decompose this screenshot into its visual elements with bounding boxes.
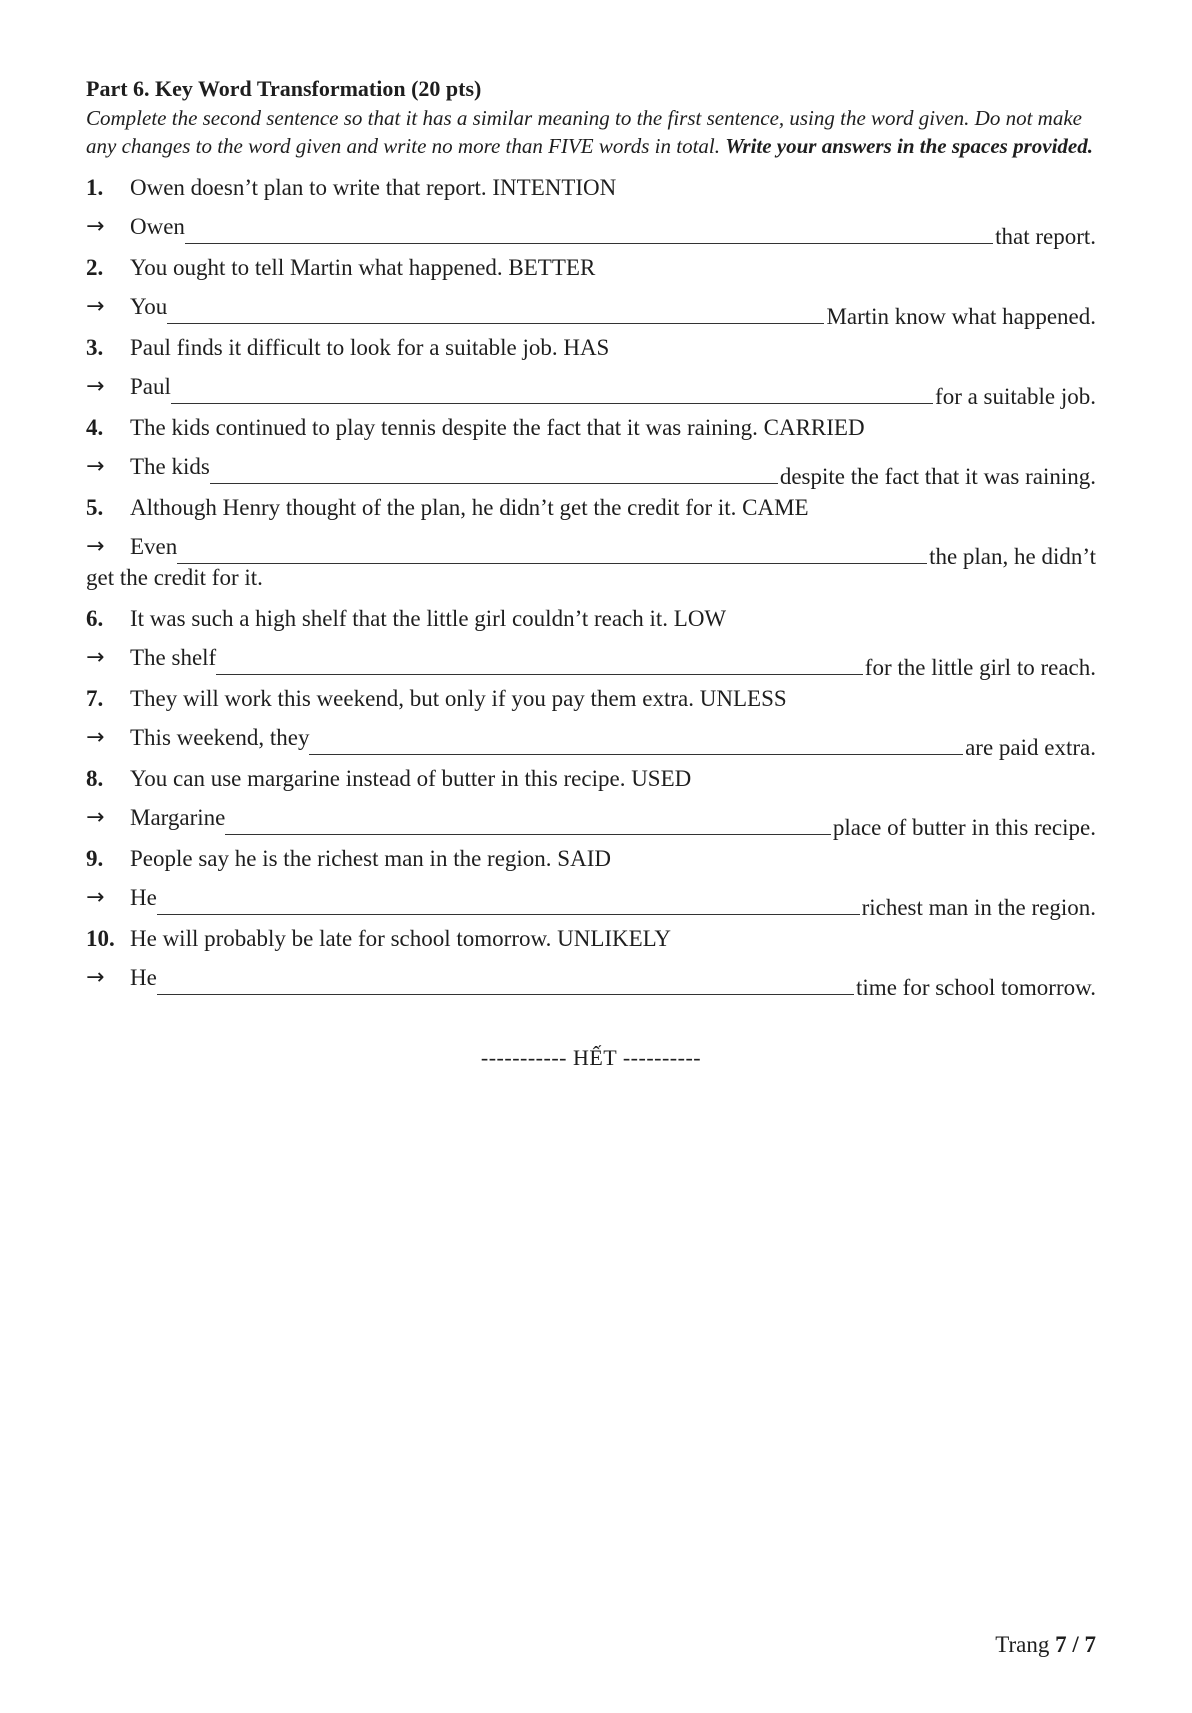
question-number: 8. xyxy=(86,766,104,791)
question-line xyxy=(86,414,1096,441)
answer-line xyxy=(86,724,1096,760)
question-line xyxy=(86,925,1096,952)
answer-lead: Even xyxy=(130,534,178,559)
answer-lead: He xyxy=(130,965,157,990)
answer-line xyxy=(86,453,1096,489)
answer-tail: are paid extra. xyxy=(965,735,1096,760)
question-item xyxy=(86,494,1096,591)
answer-continuation: get the credit for it. xyxy=(86,565,263,590)
arrow-icon: → xyxy=(86,534,105,559)
arrow-icon: → xyxy=(86,725,105,750)
answer-blank[interactable] xyxy=(157,993,854,995)
answer-tail: richest man in the region. xyxy=(861,895,1096,920)
arrow-icon: → xyxy=(86,805,105,830)
question-item xyxy=(86,765,1096,840)
question-number: 3. xyxy=(86,335,104,360)
question-line xyxy=(86,174,1096,201)
answer-blank[interactable] xyxy=(171,402,933,404)
question-item xyxy=(86,414,1096,489)
question-text: The kids continued to play tennis despite the fact that it was raining. CARRIED xyxy=(130,415,865,440)
answer-blank[interactable] xyxy=(177,562,927,564)
question-text: People say he is the richest man in the region. SAID xyxy=(130,846,611,871)
question-item xyxy=(86,925,1096,1000)
question-number: 4. xyxy=(86,415,104,440)
question-number: 2. xyxy=(86,255,104,280)
answer-lead: He xyxy=(130,885,157,910)
question-text: You can use margarine instead of butter in this recipe. USED xyxy=(130,766,692,791)
answer-line xyxy=(86,884,1096,920)
answer-line xyxy=(86,293,1096,329)
question-text: They will work this weekend, but only if you pay them extra. UNLESS xyxy=(130,686,787,711)
question-text: Although Henry thought of the plan, he didn’t get the credit for it. CAME xyxy=(130,495,809,520)
page-number: 7 / 7 xyxy=(1055,1632,1096,1657)
answer-lead: Paul xyxy=(130,374,171,399)
question-item xyxy=(86,845,1096,920)
question-line xyxy=(86,845,1096,872)
answer-blank[interactable] xyxy=(210,482,778,484)
question-number: 10. xyxy=(86,926,115,951)
answer-tail: time for school tomorrow. xyxy=(856,975,1096,1000)
instructions-emphasis: Write your answers in the spaces provided. xyxy=(725,134,1093,158)
question-number: 1. xyxy=(86,175,104,200)
question-line xyxy=(86,334,1096,361)
arrow-icon: → xyxy=(86,374,105,399)
instructions-text: Complete the second sentence so that it has a similar meaning to the first sentence, using the word given. Do not make any changes to the word given and write no more than FIVE words in total. xyxy=(86,106,1082,158)
answer-blank[interactable] xyxy=(157,913,860,915)
page-label: Trang xyxy=(995,1632,1056,1657)
answer-blank[interactable] xyxy=(216,673,863,675)
question-text: You ought to tell Martin what happened. BETTER xyxy=(130,255,596,280)
answer-line xyxy=(86,644,1096,680)
question-number: 6. xyxy=(86,606,104,631)
answer-tail: for a suitable job. xyxy=(935,384,1096,409)
answer-tail: for the little girl to reach. xyxy=(864,655,1096,680)
answer-lead: Margarine xyxy=(130,805,226,830)
question-line xyxy=(86,765,1096,792)
arrow-icon: → xyxy=(86,645,105,670)
answer-tail: place of butter in this recipe. xyxy=(832,815,1096,840)
answer-tail: Martin know what happened. xyxy=(826,304,1096,329)
answer-line xyxy=(86,533,1096,569)
question-line xyxy=(86,254,1096,281)
question-item xyxy=(86,685,1096,760)
question-list xyxy=(86,174,1096,1000)
question-text: Owen doesn’t plan to write that report. INTENTION xyxy=(130,175,617,200)
question-number: 9. xyxy=(86,846,104,871)
end-mark: ----------- HẾT ---------- xyxy=(480,1045,702,1070)
exam-content xyxy=(86,76,1096,1071)
answer-blank[interactable] xyxy=(309,753,963,755)
arrow-icon: → xyxy=(86,294,105,319)
question-item xyxy=(86,605,1096,680)
question-text: Paul finds it difficult to look for a suitable job. HAS xyxy=(130,335,610,360)
answer-lead: You xyxy=(130,294,168,319)
question-line xyxy=(86,605,1096,632)
answer-tail: despite the fact that it was raining. xyxy=(779,464,1096,489)
answer-lead: This weekend, they xyxy=(130,725,310,750)
answer-blank[interactable] xyxy=(225,833,831,835)
answer-tail: that report. xyxy=(995,224,1096,249)
instructions xyxy=(86,104,1096,160)
answer-lead: The shelf xyxy=(130,645,217,670)
arrow-icon: → xyxy=(86,965,105,990)
answer-line xyxy=(86,213,1096,249)
answer-line xyxy=(86,964,1096,1000)
question-text: He will probably be late for school tomorrow. UNLIKELY xyxy=(130,926,672,951)
question-number: 7. xyxy=(86,686,104,711)
question-line xyxy=(86,494,1096,521)
question-text: It was such a high shelf that the little girl couldn’t reach it. LOW xyxy=(130,606,727,631)
answer-line xyxy=(86,373,1096,409)
answer-lead: Owen xyxy=(130,214,185,239)
answer-tail: the plan, he didn’t xyxy=(929,544,1096,569)
answer-blank[interactable] xyxy=(185,242,993,244)
question-number: 5. xyxy=(86,495,104,520)
question-item xyxy=(86,334,1096,409)
question-item xyxy=(86,174,1096,249)
section-title: Part 6. Key Word Transformation (20 pts) xyxy=(86,76,482,101)
answer-blank[interactable] xyxy=(167,322,824,324)
answer-lead: The kids xyxy=(130,454,210,479)
question-line xyxy=(86,685,1096,712)
arrow-icon: → xyxy=(86,214,105,239)
arrow-icon: → xyxy=(86,885,105,910)
arrow-icon: → xyxy=(86,454,105,479)
page-footer xyxy=(995,1632,1096,1658)
answer-line xyxy=(86,804,1096,840)
question-item xyxy=(86,254,1096,329)
